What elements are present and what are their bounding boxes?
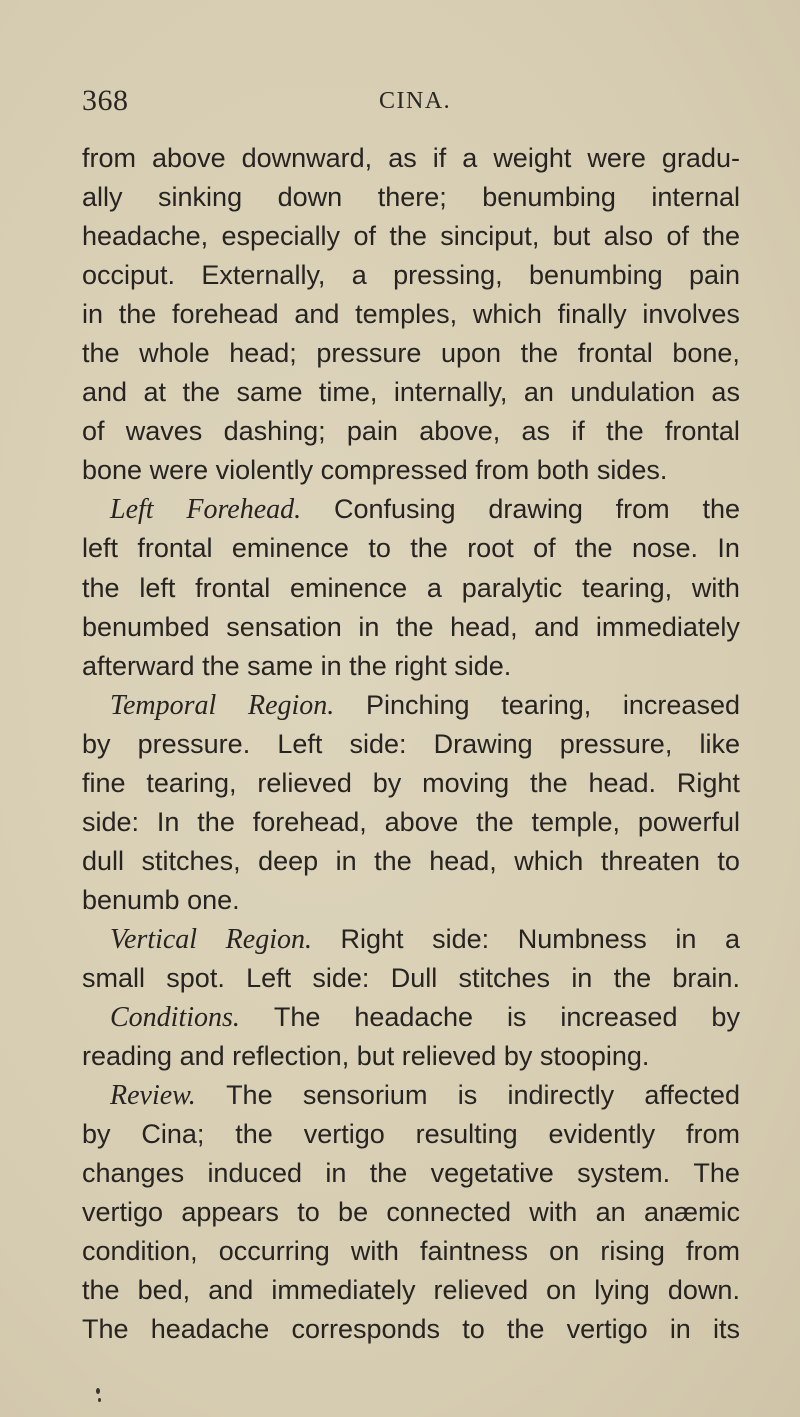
word: anæmic <box>643 1197 740 1228</box>
word: dashing; <box>223 416 326 447</box>
word: deep <box>258 845 319 876</box>
word: which <box>472 299 542 330</box>
running-title: CINA. <box>379 88 452 114</box>
word: pain <box>346 416 398 447</box>
word: to <box>717 845 740 876</box>
word: head, <box>429 845 497 876</box>
word: with <box>691 572 740 603</box>
word: in <box>571 962 593 993</box>
word: waves <box>125 416 203 447</box>
page-number: 368 <box>82 84 129 117</box>
word: but <box>552 221 591 252</box>
word: Pinching <box>365 689 470 720</box>
word: also <box>603 221 654 252</box>
word: affected <box>644 1080 740 1111</box>
word: relieved <box>401 1041 504 1072</box>
ink-speck <box>98 1398 101 1402</box>
word: pain <box>688 260 740 291</box>
word: the <box>410 533 448 564</box>
word: above, <box>419 416 501 447</box>
word: the <box>349 650 395 681</box>
word: by <box>503 1041 540 1072</box>
word: weight <box>493 143 572 173</box>
word: the <box>702 221 740 252</box>
word: powerful <box>637 806 740 837</box>
word: benumbed <box>82 611 210 642</box>
section-heading-word: Vertical <box>110 923 198 955</box>
word: is <box>506 1002 527 1033</box>
word: same <box>247 650 321 681</box>
word: In <box>717 533 740 564</box>
word: nose. <box>631 533 699 564</box>
word: both <box>536 455 597 486</box>
word: on <box>546 1275 577 1306</box>
text-line <box>82 725 740 764</box>
word: occurring <box>218 1236 330 1267</box>
word: especially <box>221 221 341 252</box>
word: frontal <box>664 416 740 447</box>
word: Right <box>340 923 404 954</box>
text-line <box>82 451 740 490</box>
word: Drawing <box>433 728 533 759</box>
word: the <box>118 299 157 330</box>
word: The <box>82 1314 129 1345</box>
word: the <box>702 494 740 525</box>
word: to <box>297 1197 320 1228</box>
word: gradu- <box>661 143 740 173</box>
word: vertigo <box>566 1314 648 1345</box>
word: benumb <box>82 884 188 915</box>
word: down <box>277 182 343 213</box>
word: The <box>273 1002 321 1033</box>
word: one. <box>187 884 240 915</box>
text-line <box>82 490 740 529</box>
word: in <box>320 650 350 681</box>
word: left <box>139 572 176 603</box>
word: sensorium <box>302 1080 428 1111</box>
word: moving <box>422 767 510 798</box>
word: lying <box>594 1275 650 1306</box>
word: in <box>358 611 380 642</box>
word: is <box>457 1080 478 1111</box>
word: dull <box>82 845 125 876</box>
word: downward, <box>241 143 373 173</box>
text-line <box>82 1037 740 1076</box>
word: tearing, <box>582 572 673 603</box>
word: same <box>236 377 303 408</box>
word: the <box>476 806 514 837</box>
word: headache <box>354 1002 473 1033</box>
word: tearing, <box>146 767 237 798</box>
word: and <box>534 611 580 642</box>
word: were <box>587 143 646 173</box>
word: side: <box>349 728 407 759</box>
word: sinking <box>158 182 243 213</box>
word: as <box>521 416 551 447</box>
word: the <box>530 767 568 798</box>
word: a <box>724 923 740 954</box>
word: condition, <box>82 1236 198 1267</box>
word: like <box>699 728 740 759</box>
word: as <box>388 143 417 173</box>
word: The <box>226 1080 273 1111</box>
word: the <box>520 338 559 369</box>
word: Confusing <box>333 494 456 525</box>
word: reading <box>82 1041 180 1072</box>
word: relieved <box>257 767 352 798</box>
word: the <box>202 650 248 681</box>
word: spot. <box>166 962 225 993</box>
text-line <box>82 1310 740 1349</box>
word: there; <box>377 182 447 213</box>
word: pressing, <box>393 260 503 291</box>
word: at <box>143 377 167 408</box>
word: as <box>711 377 740 408</box>
word: changes <box>82 1158 185 1189</box>
text-line <box>82 842 740 881</box>
word: stooping. <box>539 1041 650 1072</box>
word: ally <box>82 182 123 213</box>
word: the <box>82 572 120 603</box>
word: the <box>235 1119 273 1150</box>
word: immediately <box>271 1275 416 1306</box>
word: benumbing <box>482 182 616 213</box>
word: the <box>613 962 652 993</box>
word: side: <box>312 962 370 993</box>
word: afterward <box>82 650 203 681</box>
word: small <box>82 962 146 993</box>
word: internally, <box>393 377 508 408</box>
word: Dull <box>390 962 438 993</box>
text-line <box>82 608 740 647</box>
text-line <box>82 529 740 568</box>
word: down. <box>667 1275 740 1306</box>
word: left <box>82 533 119 564</box>
word: headache <box>150 1314 270 1345</box>
section-heading-word: Conditions. <box>110 1002 240 1034</box>
word: sensation <box>226 611 342 642</box>
word: and <box>179 1041 233 1072</box>
word: and <box>294 299 340 330</box>
text-line <box>82 569 740 608</box>
word: tearing, <box>501 689 592 720</box>
text-line <box>82 1193 740 1232</box>
text-line <box>82 647 740 686</box>
word: the <box>182 377 221 408</box>
word: reflection, <box>232 1041 357 1072</box>
word: side: <box>82 806 140 837</box>
word: by <box>82 728 111 759</box>
word: sides. <box>596 455 668 486</box>
word: by <box>372 767 402 798</box>
word: brain. <box>672 962 740 993</box>
word: indirectly <box>507 1080 615 1111</box>
word: threaten <box>600 845 700 876</box>
word: the <box>389 221 427 252</box>
word: of <box>353 221 376 252</box>
word: a <box>426 572 442 603</box>
word: the <box>82 1275 120 1306</box>
word: in <box>82 299 104 330</box>
word: with <box>529 1197 578 1228</box>
word: a <box>462 143 478 173</box>
word: finally <box>557 299 627 330</box>
word: corresponds <box>291 1314 441 1345</box>
text-line <box>82 998 740 1037</box>
word: The <box>693 1158 740 1189</box>
page-header <box>82 84 742 124</box>
word: from <box>685 1119 740 1150</box>
section-heading-word: Review. <box>110 1080 196 1112</box>
word: of <box>666 221 690 252</box>
word: in <box>675 923 697 954</box>
word: benumbing <box>529 260 663 291</box>
word: upon <box>440 338 502 369</box>
word: resulting <box>415 1119 518 1150</box>
word: on <box>549 1236 580 1267</box>
word: the <box>197 806 235 837</box>
word: an <box>595 1197 626 1228</box>
word: involves <box>642 299 740 330</box>
word: rising <box>600 1236 665 1267</box>
word: from <box>475 455 537 486</box>
word: increased <box>622 689 740 720</box>
word: of <box>533 533 556 564</box>
section-heading-word: Forehead. <box>186 494 302 526</box>
text-line <box>82 217 740 256</box>
word: from <box>685 1236 740 1267</box>
word: from <box>615 494 670 525</box>
word: head. <box>588 767 657 798</box>
word: system. <box>577 1158 671 1189</box>
word: vertigo <box>303 1119 385 1150</box>
word: the <box>506 1314 545 1345</box>
text-line <box>82 881 740 920</box>
word: root <box>467 533 514 564</box>
word: appears <box>181 1197 279 1228</box>
word: undulation <box>570 377 695 408</box>
text-line <box>82 178 740 217</box>
text-line <box>82 295 740 334</box>
word: pressure <box>316 338 422 369</box>
word: Externally, <box>201 260 326 291</box>
word: a <box>351 260 367 291</box>
word: head, <box>450 611 518 642</box>
word: compressed <box>320 455 476 486</box>
word: the <box>82 338 120 369</box>
word: increased <box>560 1002 678 1033</box>
word: the <box>606 416 644 447</box>
word: by <box>711 1002 740 1033</box>
section-heading-word: Left <box>110 494 154 526</box>
word: and <box>82 377 128 408</box>
word: the <box>395 611 434 642</box>
word: paralytic <box>461 572 563 603</box>
word: frontal <box>195 572 271 603</box>
word: time, <box>318 377 378 408</box>
text-line <box>82 334 740 373</box>
word: pressure. <box>137 728 251 759</box>
word: in <box>669 1314 691 1345</box>
text-line <box>82 256 740 295</box>
word: frontal <box>577 338 653 369</box>
text-line <box>82 959 740 998</box>
word: eminence <box>290 572 408 603</box>
text-line <box>82 1154 740 1193</box>
word: eminence <box>231 533 349 564</box>
word: to <box>462 1314 485 1345</box>
word: evidently <box>548 1119 656 1150</box>
word: relieved <box>433 1275 529 1306</box>
section-heading-word: Region. <box>225 923 312 955</box>
section-heading-word: Temporal <box>110 689 217 721</box>
word: and <box>208 1275 254 1306</box>
word: its <box>712 1314 740 1345</box>
word: in <box>335 845 357 876</box>
word: in <box>325 1158 347 1189</box>
word: connected <box>386 1197 511 1228</box>
body-text <box>82 139 740 1349</box>
word: immediately <box>595 611 740 642</box>
word: fine <box>82 767 126 798</box>
word: headache, <box>82 221 209 252</box>
word: of <box>82 416 105 447</box>
text-line <box>82 1076 740 1115</box>
word: stitches <box>458 962 551 993</box>
word: with <box>350 1236 399 1267</box>
word: but <box>356 1041 402 1072</box>
word: to <box>368 533 391 564</box>
word: an <box>523 377 554 408</box>
word: Left <box>277 728 323 759</box>
word: In <box>156 806 180 837</box>
ink-speck <box>96 1388 100 1394</box>
word: above <box>152 143 226 173</box>
word: if <box>432 143 447 173</box>
word: be <box>338 1197 369 1228</box>
word: whole <box>139 338 210 369</box>
word: above <box>384 806 459 837</box>
word: the <box>575 533 613 564</box>
word: frontal <box>137 533 213 564</box>
word: internal <box>651 182 740 213</box>
section-heading-word: Region. <box>247 689 335 721</box>
word: temple, <box>531 806 621 837</box>
word: were <box>149 455 216 486</box>
word: vertigo <box>82 1197 164 1228</box>
word: right <box>394 650 455 681</box>
word: Cina; <box>141 1119 205 1150</box>
word: which <box>514 845 584 876</box>
text-line <box>82 1232 740 1271</box>
word: pressure, <box>559 728 673 759</box>
word: by <box>82 1119 111 1150</box>
word: stitches, <box>141 845 241 876</box>
text-line <box>82 920 740 959</box>
text-line <box>82 686 740 725</box>
text-line <box>82 1271 740 1310</box>
word: sinciput, <box>440 221 540 252</box>
word: faintness <box>419 1236 529 1267</box>
word: Right <box>676 767 740 798</box>
text-line <box>82 764 740 803</box>
word: the <box>369 1158 408 1189</box>
word: bone, <box>672 338 740 369</box>
word: bone <box>82 455 150 486</box>
word: drawing <box>488 494 583 525</box>
word: from <box>82 143 136 173</box>
word: side. <box>454 650 512 681</box>
text-line <box>82 373 740 412</box>
word: Numbness <box>517 923 647 954</box>
word: Left <box>246 962 292 993</box>
word: bed, <box>137 1275 191 1306</box>
text-line <box>82 1115 740 1154</box>
word: induced <box>207 1158 303 1189</box>
word: forehead <box>172 299 279 330</box>
text-line <box>82 803 740 842</box>
word: side: <box>432 923 490 954</box>
word: head; <box>229 338 297 369</box>
text-line <box>82 139 740 178</box>
word: the <box>374 845 412 876</box>
word: forehead, <box>252 806 367 837</box>
text-line <box>82 412 740 451</box>
word: temples, <box>355 299 458 330</box>
word: vegetative <box>430 1158 554 1189</box>
word: if <box>571 416 585 447</box>
word: occiput. <box>82 260 176 291</box>
word: violently <box>215 455 321 486</box>
